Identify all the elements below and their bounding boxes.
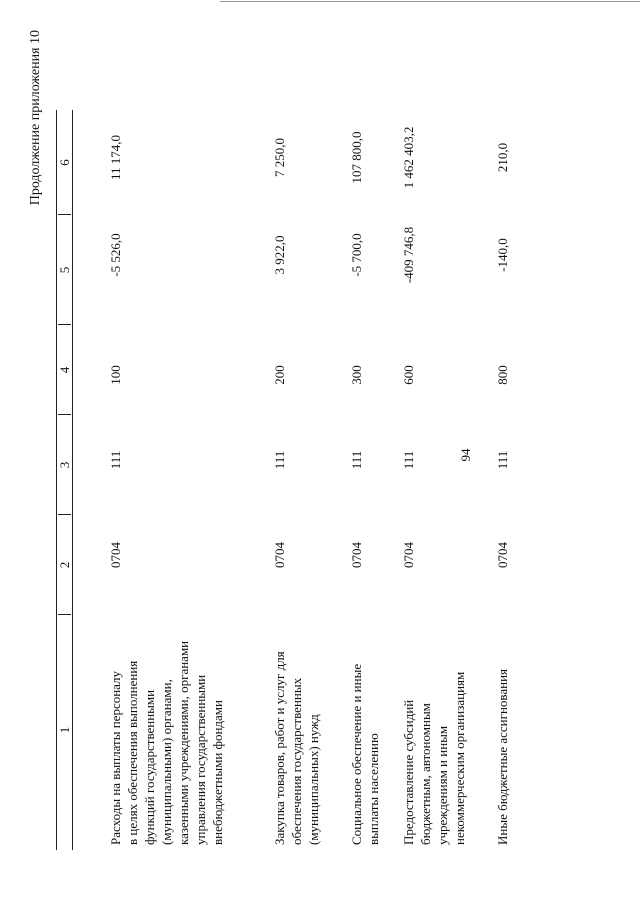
expense-type-code: 800 — [495, 365, 510, 385]
section-code: 0704 — [349, 542, 364, 568]
target-code: 111 — [108, 450, 123, 470]
column-header: 5 — [57, 266, 72, 274]
name-line: управления государственными — [193, 674, 208, 845]
expense-type-code: 300 — [349, 365, 364, 385]
name-line: функций государственными — [142, 689, 157, 845]
target-code: 111 — [495, 450, 510, 470]
name-line: некоммерческим организациям — [452, 671, 467, 845]
target-code: 111 — [272, 450, 287, 470]
column-header: 4 — [57, 366, 72, 374]
name-line: (муниципальных) нужд — [306, 714, 321, 845]
name-line: Предоставление субсидий — [401, 699, 416, 845]
appendix-continuation-note: Продолжение приложения 10 — [28, 30, 43, 206]
column-header: 2 — [57, 561, 72, 569]
section-code: 0704 — [272, 542, 287, 568]
column-header: 1 — [57, 726, 72, 734]
name-line: внебюджетными фондами — [210, 700, 225, 845]
name-line: Расходы на выплаты персоналу — [108, 670, 123, 845]
name-line: Закупка товаров, работ и услуг для — [272, 651, 287, 845]
name-line: в целях обеспечения выполнения — [125, 660, 140, 845]
section-code: 0704 — [495, 542, 510, 568]
name-line: выплаты населению — [366, 733, 381, 845]
total-amount: 107 800,0 — [349, 131, 364, 184]
section-code: 0704 — [108, 542, 123, 568]
expense-type-code: 600 — [401, 365, 416, 385]
name-line: бюджетным, автономным — [418, 703, 433, 845]
change-amount: -5 526,0 — [108, 233, 123, 277]
column-header: 6 — [57, 159, 72, 166]
total-amount: 210,0 — [495, 142, 510, 173]
change-amount: -140,0 — [495, 238, 510, 272]
total-amount: 7 250,0 — [272, 138, 287, 177]
change-amount: -409 746,8 — [401, 226, 416, 284]
section-code: 0704 — [401, 542, 416, 568]
expense-type-code: 200 — [272, 365, 287, 385]
expense-name-cell — [400, 615, 468, 845]
column-header: 3 — [57, 461, 72, 469]
name-line: Иные бюджетные ассигнования — [495, 668, 510, 845]
table-header-border — [72, 110, 73, 850]
name-line: Социальное обеспечение и иные — [349, 663, 364, 845]
expense-name-cell — [494, 615, 511, 845]
page-number: 94 — [458, 448, 473, 462]
expense-name-cell — [271, 615, 322, 845]
name-line: учреждениям и иным — [435, 725, 450, 845]
change-amount: -5 700,0 — [349, 233, 364, 277]
table-top-border — [56, 110, 57, 850]
total-amount: 11 174,0 — [108, 134, 123, 181]
expense-name-cell — [348, 615, 382, 845]
target-code: 111 — [349, 450, 364, 470]
expense-name-cell — [107, 615, 226, 845]
target-code: 111 — [401, 450, 416, 470]
name-line: обеспечения государственных — [289, 677, 304, 845]
total-amount: 1 462 403,2 — [401, 126, 416, 189]
name-line: казенными учреждениями, органами — [176, 640, 191, 845]
change-amount: 3 922,0 — [272, 235, 287, 275]
expense-type-code: 100 — [108, 365, 123, 385]
name-line: (муниципальными) органами, — [159, 679, 174, 845]
